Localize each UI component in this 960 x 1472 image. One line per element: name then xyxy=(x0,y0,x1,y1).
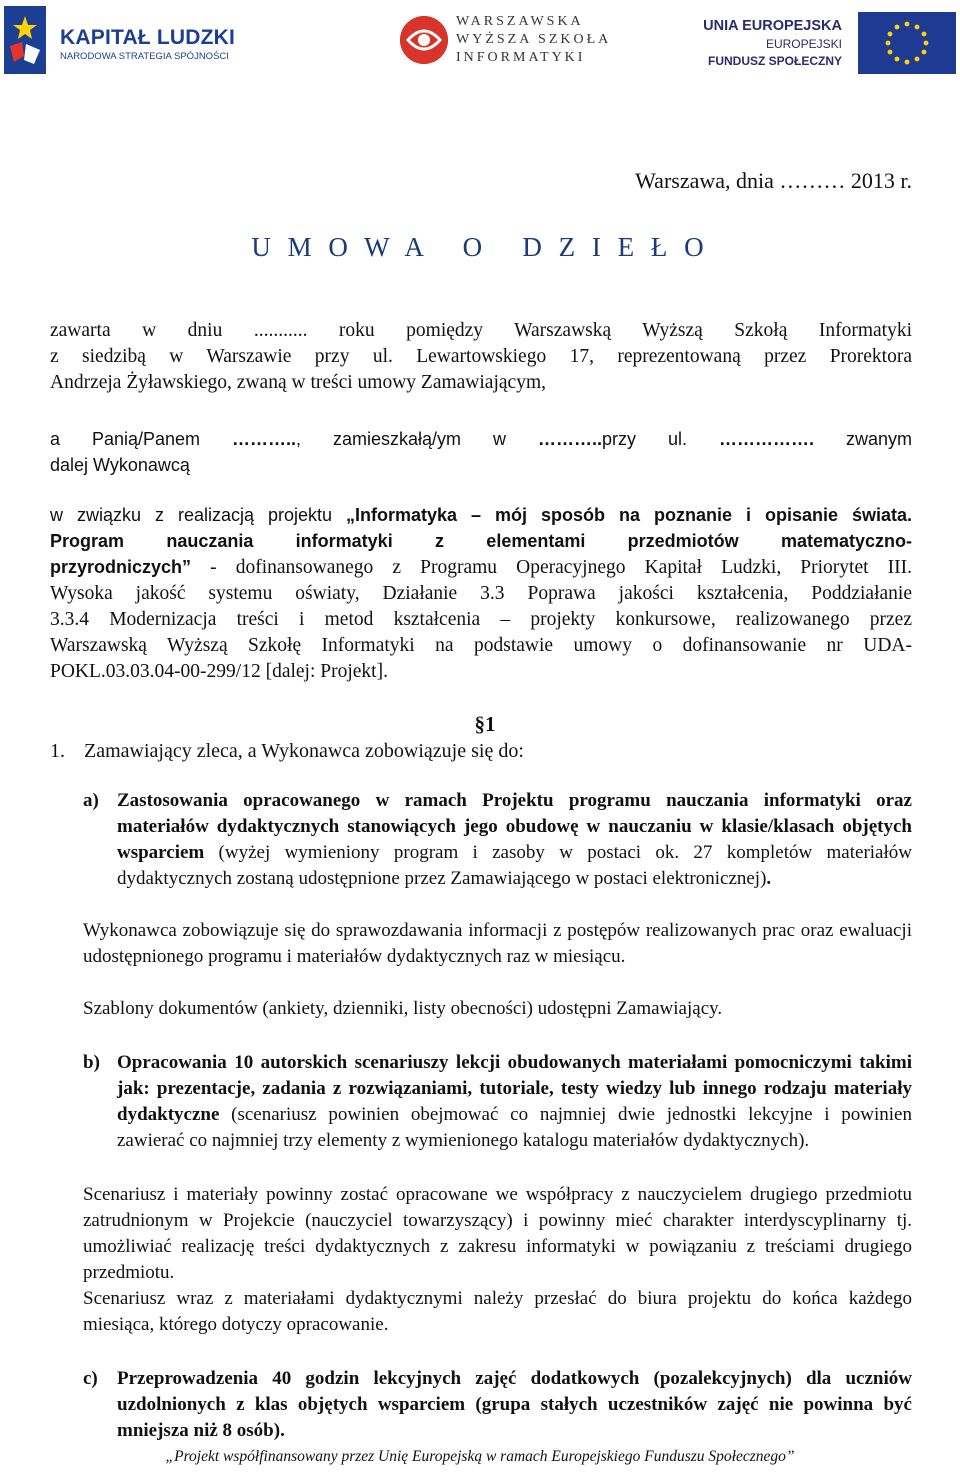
party-address-label: , zamieszkałą/ym w xyxy=(296,429,538,449)
subitem-b xyxy=(83,1050,912,1154)
footer-note: „Projekt współfinansowany przez Unię Europejską w ramach Europejskiego Funduszu Społecznego” xyxy=(165,1448,795,1465)
subitem-a-paragraph-2: Szablony dokumentów (ankiety, dzienniki, listy obecności) udostępni Zamawiający. xyxy=(83,998,723,1019)
kapital-ludzki-logo xyxy=(4,6,236,76)
date-line: Warszawa, dnia ……… 2013 r. xyxy=(635,168,912,193)
wwsi-line1: WARSZAWSKA xyxy=(456,14,584,29)
project-line-1 xyxy=(50,502,912,528)
item-1 xyxy=(50,740,524,763)
section-number: §1 xyxy=(474,712,496,736)
party-prefix: a Panią/Panem xyxy=(50,429,233,449)
party-blank-city: ……….. xyxy=(538,429,603,449)
subitem-c-label: c) xyxy=(83,1368,98,1389)
wwsi-line2: WYŻSZA SZKOŁA xyxy=(456,32,612,47)
subitem-a-body xyxy=(117,788,912,892)
subitem-a-text: (wyżej wymieniony program i zasoby w postaci ok. 27 kompletów materiałów dydaktycznych zostaną udostępnione przez Zamawiającego w postaci elektronicznej) xyxy=(117,842,912,889)
wwsi-line3: INFORMATYKI xyxy=(456,50,586,65)
item-1-text: Zamawiający zleca, a Wykonawca zobowiązuje się do: xyxy=(84,740,524,762)
subitem-a xyxy=(83,788,912,892)
party-blank-name: ……….. xyxy=(232,429,297,449)
party-paragraph xyxy=(50,426,912,478)
intro-line-2: z siedzibą w Warszawie przy ul. Lewartowskiego 17, reprezentowaną przez Prorektora xyxy=(50,346,912,367)
subitem-b-paragraph-1: Scenariusz i materiały powinny zostać opracowane we współpracy z nauczycielem drugiego przedmiotu zatrudnionym w Projekcie (nauczyciel towarzyszący) i powinny mieć charakter interdyscyplinarny tj. umożliwiać realizację treści dydaktycznych z zakresu informatyki w powiązaniu z treściami drugiego przedmiotu. xyxy=(83,1184,912,1283)
subitem-a-end: . xyxy=(766,868,772,889)
wwsi-logo xyxy=(400,12,612,68)
party-line-2: dalej Wykonawcą xyxy=(50,455,190,475)
wwsi-emblem xyxy=(400,16,448,64)
subitem-b-label: b) xyxy=(83,1052,100,1073)
program-title-1: Program nauczania informatyki z elementami przedmiotów matematyczno- xyxy=(50,531,912,551)
party-suffix: zwanym xyxy=(845,429,912,449)
subitem-b-paragraph-2: Scenariusz wraz z materiałami dydaktycznymi należy przesłać do biura projektu do końca każdego miesiąca, którego dotyczy opracowanie. xyxy=(83,1288,912,1335)
project-line-7: POKL.03.03.04-00-299/12 [dalej: Projekt]. xyxy=(50,661,388,682)
project-paragraph xyxy=(50,502,912,554)
project-title: „Informatyka – mój sposób na poznanie i opisanie świata. xyxy=(346,505,912,525)
intro-line-1: zawarta w dniu ........... roku pomiędzy Warszawską Wyższą Szkołą Informatyki xyxy=(50,320,912,341)
subitem-c xyxy=(83,1366,912,1444)
subitem-b-text: (scenariusz powinien obejmować co najmniej dwie jednostki lekcyjne i powinien zawierać co najmniej trzy elementy z wymienionego katalogu materiałów dydaktycznych). xyxy=(117,1104,912,1151)
subitem-c-body xyxy=(117,1366,912,1444)
project-line-5: 3.3.4 Modernizacja treści i metod kształcenia – projekty konkursowe, realizowanego przez xyxy=(50,609,912,630)
subitem-c-bold: Przeprowadzenia 40 godzin lekcyjnych zajęć dodatkowych (pozalekcyjnych) dla uczniów uzdolnionych z klas objętych wsparciem (grupa stałych uczestników zajęć nie powinna być mniejsza niż 8 osób). xyxy=(117,1368,912,1441)
project-paragraph-cont xyxy=(50,554,912,685)
project-line-4: Wysoka jakość systemu oświaty, Działanie 3.3 Poprawa jakości kształcenia, Poddziałanie xyxy=(50,583,912,604)
party-blank-street: ……………. xyxy=(718,429,846,449)
project-line-3 xyxy=(50,554,912,581)
project-line-2 xyxy=(50,528,912,554)
program-title-2: przyrodniczych” xyxy=(50,557,192,577)
kapital-ludzki-emblem xyxy=(4,6,46,74)
kapital-ludzki-subtitle: NARODOWA STRATEGIA SPÓJNOŚCI xyxy=(60,51,229,62)
kapital-ludzki-title: KAPITAŁ LUDZKI xyxy=(60,26,236,49)
subitem-b-body xyxy=(117,1050,912,1154)
project-line-6: Warszawską Wyższą Szkołę Informatyki na podstawie umowy o dofinansowanie nr UDA- xyxy=(50,635,912,656)
project-lead: w związku z realizacją projektu xyxy=(50,505,347,525)
intro-line-3: Andrzeja Żyławskiego, zwaną w treści umowy Zamawiającym, xyxy=(50,372,546,393)
party-street-label: przy ul. xyxy=(602,429,719,449)
eu-logo xyxy=(703,12,960,74)
subitem-b-bold: Opracowania 10 autorskich scenariuszy lekcji obudowanych materiałami pomocniczymi takimi jak: prezentacje, zadania z rozwiązaniami, tutoriale, testy wiedzy lub innego rodzaju materiały dydaktyczne xyxy=(117,1052,912,1125)
project-cofinance: - dofinansowanego z Programu Operacyjnego Kapitał Ludzki, Priorytet III. xyxy=(191,557,912,578)
subitem-a-paragraph-1: Wykonawca zobowiązuje się do sprawozdawania informacji z postępów realizowanych prac oraz ewaluacji udostępnionego programu i materiałów dydaktycznych raz w miesiącu. xyxy=(83,920,912,967)
party-line-1 xyxy=(50,426,912,452)
intro-paragraph xyxy=(50,318,912,396)
eu-line3: FUNDUSZ SPOŁECZNY xyxy=(707,54,842,68)
eu-line1: UNIA EUROPEJSKA xyxy=(703,18,842,34)
item-1-number: 1. xyxy=(50,740,65,762)
subitem-a-label: a) xyxy=(83,790,99,811)
eu-flag xyxy=(858,12,956,74)
subitem-a-bold: Zastosowania opracowanego w ramach Projektu programu nauczania informatyki oraz materiałów dydaktycznych stanowiących jego obudowę w nauczaniu w klasie/klasach objętych wsparciem xyxy=(117,790,912,863)
document-title: U M O W A O D Z I E Ł O xyxy=(251,232,709,262)
eu-line2: EUROPEJSKI xyxy=(765,37,842,51)
